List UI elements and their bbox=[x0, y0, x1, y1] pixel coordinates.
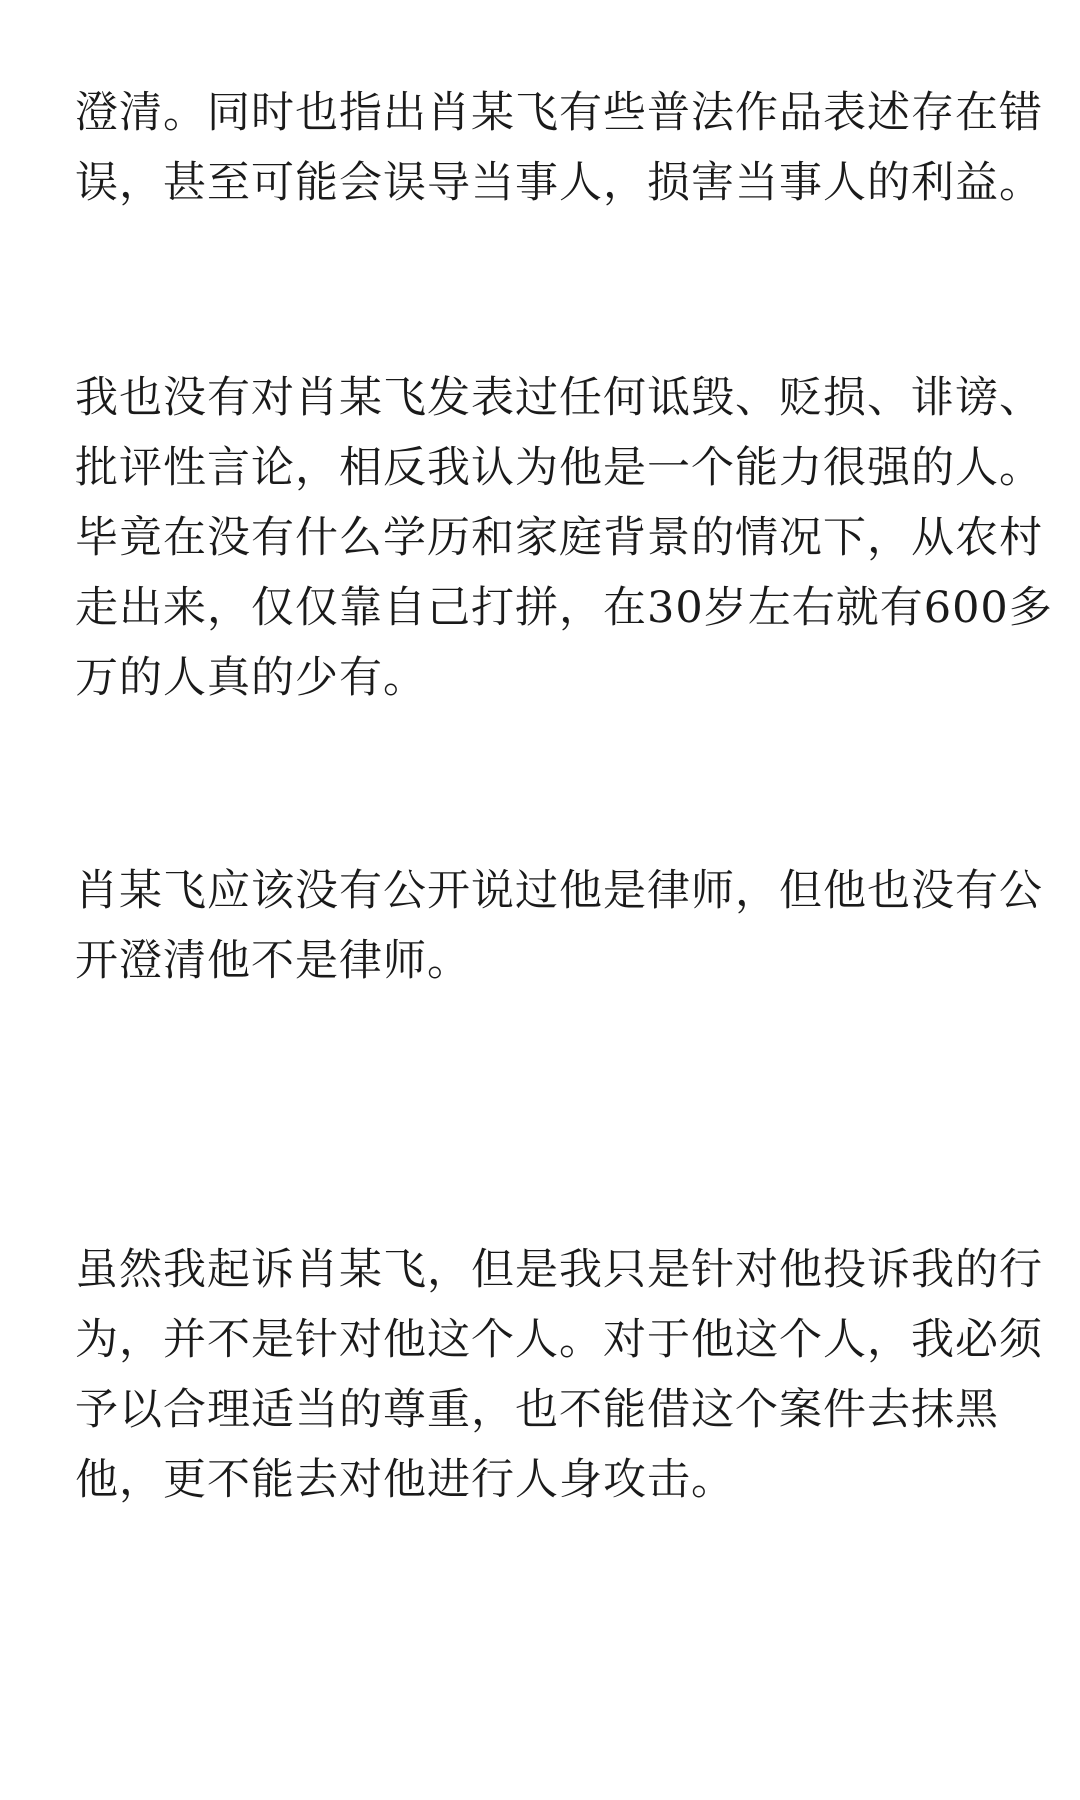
text-line: 虽然我起诉肖某飞，但是我只是针对他投诉我的行 bbox=[75, 1245, 1043, 1295]
text-line: 万的人真的少有。 bbox=[75, 653, 427, 703]
text-line: 走出来，仅仅靠自己打拼，在30岁左右就有600多 bbox=[75, 583, 1053, 633]
text-line: 予以合理适当的尊重，也不能借这个案件去抹黑 bbox=[75, 1385, 999, 1435]
text-line: 批评性言论，相反我认为他是一个能力很强的人。 bbox=[75, 443, 1043, 493]
text-line: 他，更不能去对他进行人身攻击。 bbox=[75, 1455, 735, 1505]
text-line: 为，并不是针对他这个人。对于他这个人，我必须 bbox=[75, 1315, 1043, 1365]
text-line: 误，甚至可能会误导当事人，损害当事人的利益。 bbox=[75, 158, 1043, 208]
text-line: 开澄清他不是律师。 bbox=[75, 936, 471, 986]
text-line: 我也没有对肖某飞发表过任何诋毁、贬损、诽谤、 bbox=[75, 373, 1043, 423]
text-line: 澄清。同时也指出肖某飞有些普法作品表述存在错 bbox=[75, 88, 1043, 138]
text-line: 毕竟在没有什么学历和家庭背景的情况下，从农村 bbox=[75, 513, 1043, 563]
text-line: 肖某飞应该没有公开说过他是律师，但他也没有公 bbox=[75, 866, 1043, 916]
